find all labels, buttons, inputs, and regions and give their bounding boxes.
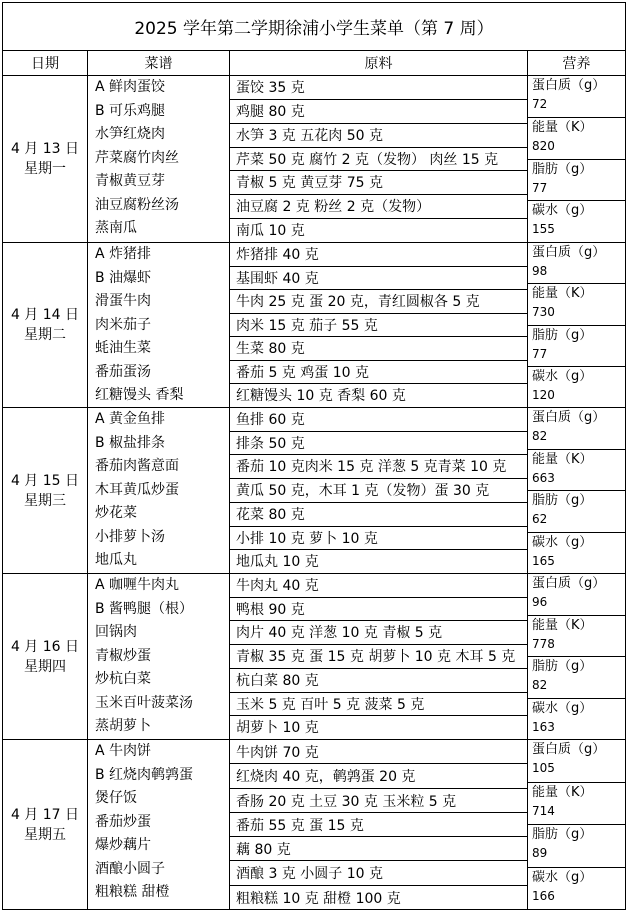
nutrition-label: 蛋白质（g） [532,410,606,425]
day-row [3,740,625,910]
nutrition-value: 714 [532,803,555,818]
nutrition-label: 脂肪（g） [532,827,593,842]
menu-item: 酒酿小圆子 [95,860,165,877]
ingredient-item: 鸡腿 80 克 [230,100,527,124]
nutrition-value: 730 [532,305,555,320]
ingredient-item: 番茄 10 克肉米 15 克 洋葱 5 克青菜 10 克 [230,455,527,479]
menu-item: 木耳黄瓜炒蛋 [95,481,179,498]
day-nutrition-cell [528,408,625,573]
menu-item: B 椒盐排条 [95,434,166,451]
day-menu-cell [88,76,230,242]
ingredient-item: 粗粮糕 10 克 甜橙 100 克 [236,890,401,907]
ingredient-item: 青椒 5 克 黄豆芽 75 克 [230,171,527,195]
nutrition-row [528,491,625,533]
ingredient-item: 青椒 35 克 蛋 15 克 胡萝卜 10 克 木耳 5 克 [230,645,527,669]
menu-item: 芹菜腐竹肉丝 [95,149,179,166]
menu-item: 蒸胡萝卜 [95,718,151,734]
nutrition-row [528,243,625,284]
nutrition-row [528,367,625,408]
nutrition-label: 碳水（g） [532,700,593,716]
day-weekday: 星期二 [24,327,66,343]
nutrition-row [528,740,625,783]
nutrition-row [528,118,625,160]
day-ingredients-cell [230,408,528,573]
menu-item: 小排萝卜汤 [95,528,165,545]
nutrition-value: 82 [532,429,548,443]
nutrition-row [528,160,625,202]
day-ingredients-cell [230,574,528,739]
day-menu-cell [88,243,230,407]
ingredient-item: 肉片 40 克 洋葱 10 克 青椒 5 克 [230,621,527,645]
nutrition-value: 165 [532,553,555,568]
nutrition-label: 能量（K） [532,617,593,633]
menu-item: 青椒炒蛋 [95,647,151,664]
nutrition-value: 89 [532,846,548,860]
ingredient-item: 地瓜丸 10 克 [236,554,319,571]
menu-item: 番茄炒蛋 [95,813,151,830]
nutrition-value: 820 [532,138,555,153]
menu-item: B 油爆虾 [95,269,152,286]
nutrition-label: 能量（K） [532,119,593,135]
nutrition-value: 663 [532,470,555,485]
nutrition-value: 166 [532,888,555,903]
nutrition-value: 96 [532,595,548,609]
nutrition-row [528,76,625,118]
ingredient-item: 酒酿 3 克 小圆子 10 克 [230,861,527,885]
nutrition-row [528,408,625,450]
menu-item: 油豆腐粉丝汤 [95,196,179,213]
ingredient-item: 玉米 5 克 百叶 5 克 菠菜 5 克 [230,693,527,717]
ingredient-item: 小排 10 克 萝卜 10 克 [230,527,527,551]
nutrition-row [528,868,625,911]
day-date: 4 月 13 日 [10,141,80,157]
ingredient-item: 番茄 55 克 蛋 15 克 [230,813,527,837]
ingredient-item: 牛肉 25 克 蛋 20 克，青红圆椒各 5 克 [230,290,527,314]
ingredient-item: 胡萝卜 10 克 [236,720,319,737]
ingredient-item: 花菜 80 克 [230,503,527,527]
day-date: 4 月 15 日 [10,472,80,489]
nutrition-value: 62 [532,512,548,526]
menu-table [2,2,626,910]
nutrition-label: 碳水（g） [532,534,593,550]
menu-item: 玉米百叶菠菜汤 [95,694,193,711]
nutrition-value: 72 [532,97,548,111]
nutrition-value: 77 [532,180,548,195]
nutrition-value: 82 [532,678,548,692]
menu-item: 红糖馒头 香梨 [95,387,184,403]
ingredient-item: 肉米 15 克 茄子 55 克 [230,314,527,338]
day-nutrition-cell [528,574,625,739]
day-weekday: 星期四 [24,658,66,675]
menu-item: 水笋红烧肉 [95,126,165,142]
day-menu-cell [88,740,230,910]
nutrition-row [528,783,625,826]
nutrition-label: 能量（K） [532,784,593,800]
menu-item: 肉米茄子 [95,316,151,333]
day-nutrition-cell [528,740,625,910]
page-title: 2025 学年第二学期徐浦小学生菜单（第 7 周） [3,3,625,51]
ingredient-item: 红烧肉 40 克，鹌鹑蛋 20 克 [230,764,527,788]
nutrition-value: 98 [532,264,548,278]
day-row [3,76,625,243]
day-date-cell [3,740,88,910]
ingredient-item: 杭白菜 80 克 [230,669,527,693]
day-ingredients-cell [230,76,528,242]
menu-item: 番茄肉酱意面 [95,458,179,474]
nutrition-value: 163 [532,719,555,734]
ingredient-item: 藕 80 克 [230,837,527,861]
nutrition-label: 蛋白质（g） [532,742,606,757]
menu-item: A 牛肉饼 [95,743,152,759]
menu-item: 地瓜丸 [95,552,137,568]
menu-item: 回锅肉 [95,624,137,640]
menu-item: 滑蛋牛肉 [95,293,151,309]
header-menu: 菜谱 [88,50,230,75]
menu-item: A 鲜肉蛋饺 [95,79,166,95]
nutrition-row [528,699,625,741]
day-date-cell [3,76,88,242]
menu-item: B 红烧肉鹌鹑蛋 [95,766,194,783]
ingredient-item: 香肠 20 克 土豆 30 克 玉米粒 5 克 [230,789,527,813]
ingredient-item: 南瓜 10 克 [236,223,305,240]
header-date: 日期 [3,50,88,75]
ingredient-item: 牛肉饼 70 克 [230,740,527,764]
ingredient-item: 黄瓜 50 克，木耳 1 克（发物）蛋 30 克 [230,479,527,503]
nutrition-row [528,533,625,575]
nutrition-label: 蛋白质（g） [532,78,606,93]
nutrition-row [528,657,625,699]
nutrition-label: 蛋白质（g） [532,576,606,591]
day-date-cell [3,243,88,407]
header-nutrition: 营养 [562,55,591,72]
day-weekday: 星期一 [24,161,66,177]
day-date-cell [3,574,88,739]
menu-item: 蒸南瓜 [95,220,137,236]
menu-item: 青椒黄豆芽 [95,173,165,189]
nutrition-label: 脂肪（g） [532,327,593,343]
ingredient-item: 鱼排 60 克 [230,408,527,432]
ingredient-item: 番茄 5 克 鸡蛋 10 克 [230,361,527,385]
menu-item: 煲仔饭 [95,790,137,806]
ingredient-item: 牛肉丸 40 克 [230,574,527,598]
nutrition-label: 脂肪（g） [532,161,593,177]
nutrition-label: 能量（K） [532,451,593,467]
day-ingredients-cell [230,740,528,910]
menu-item: A 黄金鱼排 [95,411,166,427]
nutrition-value: 155 [532,222,555,237]
nutrition-row [528,616,625,658]
day-date: 4 月 14 日 [10,307,80,323]
ingredient-item: 排条 50 克 [230,432,527,456]
day-menu-cell [88,574,230,739]
day-nutrition-cell [528,76,625,242]
nutrition-label: 蛋白质（g） [532,245,606,260]
ingredient-item: 基围虾 40 克 [230,267,527,291]
nutrition-row [528,825,625,868]
menu-item: A 咖喱牛肉丸 [95,577,180,593]
nutrition-value: 105 [532,761,555,775]
day-row [3,243,625,408]
menu-item: 粗粮糕 甜橙 [95,884,170,900]
ingredient-item: 红糖馒头 10 克 香梨 60 克 [236,388,406,405]
nutrition-row [528,201,625,243]
nutrition-label: 碳水（g） [532,869,593,885]
nutrition-label: 碳水（g） [532,368,593,384]
nutrition-value: 77 [532,346,548,361]
nutrition-value: 778 [532,636,555,651]
day-date: 4 月 16 日 [10,638,80,655]
menu-item: A 炸猪排 [95,246,152,262]
ingredient-item: 油豆腐 2 克 粉丝 2 克（发物） [230,195,527,219]
menu-item: 爆炒藕片 [95,837,151,853]
day-date: 4 月 17 日 [10,807,80,823]
menu-item: 蚝油生菜 [95,340,151,356]
day-ingredients-cell [230,243,528,407]
nutrition-label: 脂肪（g） [532,493,593,508]
menu-item: 炒杭白菜 [95,671,151,687]
day-menu-cell [88,408,230,573]
ingredient-item: 芹菜 50 克 腐竹 2 克（发物） 肉丝 15 克 [230,148,527,172]
nutrition-label: 脂肪（g） [532,659,593,674]
header-ingredients: 原料 [230,50,528,75]
nutrition-label: 碳水（g） [532,203,593,219]
ingredient-item: 鸭根 90 克 [230,598,527,622]
nutrition-row [528,450,625,492]
ingredient-item: 水笋 3 克 五花肉 50 克 [230,124,527,148]
day-row [3,574,625,740]
nutrition-row [528,574,625,616]
ingredient-item: 炸猪排 40 克 [230,243,527,267]
day-date-cell [3,408,88,573]
table-header [3,50,625,76]
day-nutrition-cell [528,243,625,407]
nutrition-row [528,326,625,367]
day-row [3,408,625,574]
ingredient-item: 生菜 80 克 [230,337,527,361]
menu-item: B 酱鸭腿（根） [95,600,194,617]
nutrition-label: 能量（K） [532,286,593,302]
nutrition-row [528,284,625,325]
day-weekday: 星期五 [24,827,66,843]
nutrition-value: 120 [532,387,555,402]
menu-item: B 可乐鸡腿 [95,102,166,119]
day-weekday: 星期三 [24,492,66,509]
menu-item: 番茄蛋汤 [95,363,151,380]
ingredient-item: 蛋饺 35 克 [230,76,527,100]
menu-item: 炒花菜 [95,505,137,521]
